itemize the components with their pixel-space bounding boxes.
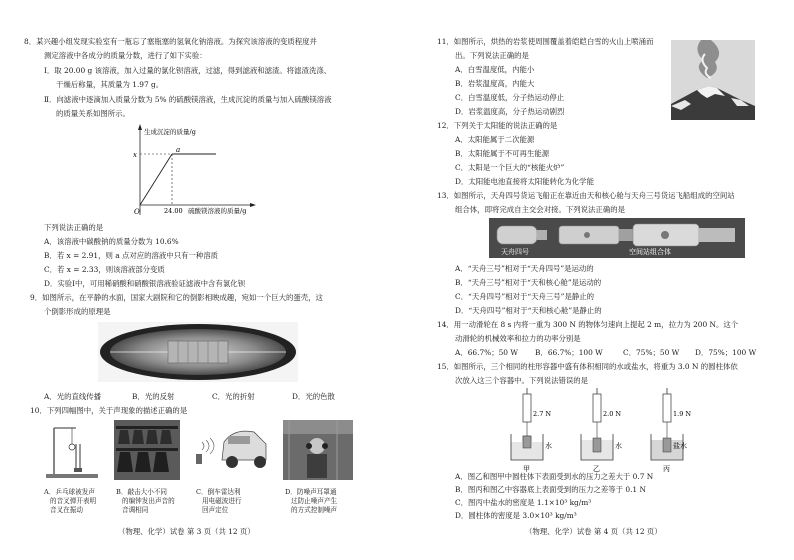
q10-option-a-line3: 音叉在振动	[50, 506, 83, 514]
q10-image-a-tuning-fork	[42, 420, 104, 480]
q15-stem-line2: 次放入这三个容器中。下列说法错误的是	[455, 376, 589, 385]
q15-stem-line1: 15．如图所示，三个相同的柱形容器中盛有体积相同的水或盐水，将重为 3.0 N 的圆柱体依	[437, 362, 738, 371]
q8-step1-line2: 干燥后称量，其质量为 1.97 g。	[56, 80, 164, 89]
q12-option-d[interactable]: D．太阳能电池直接将太阳能转化为化学能	[455, 177, 594, 186]
q8-graph-ylabel: 生成沉淀的质量/g	[144, 128, 196, 136]
q14-option-a[interactable]: A．66.7%；50 W	[455, 348, 518, 357]
q15-liquid-bing: 盐水	[673, 442, 687, 450]
q15-option-c[interactable]: C．图丙中盐水的密度是 1.1×10³ kg/m³	[455, 498, 592, 507]
q15-figure-jia	[511, 388, 552, 473]
q15-liquid-yi: 水	[615, 442, 622, 450]
q15-figure-yi	[581, 388, 622, 473]
q10-stem: 10．下列四幅图中，关于声现象的描述正确的是	[30, 406, 188, 415]
q8-option-c[interactable]: C．若 x = 2.33，则该溶液部分变质	[44, 265, 165, 274]
q8-stem-line2: 测定溶液中各成分的质量分数，进行了如下实验：	[44, 51, 207, 60]
q8-graph-point-a: a	[176, 146, 181, 154]
q10-option-c-line2: 用电磁波进行	[202, 497, 242, 505]
q13-option-d[interactable]: D．“天舟四号”相对于“天和核心舱”是静止的	[455, 306, 602, 315]
q14-option-c[interactable]: C．75%；50 W	[623, 348, 680, 357]
q10-image-b-bells	[114, 420, 180, 480]
q8-graph-y-tick: x	[133, 151, 137, 159]
q15-reading-bing: 1.9 N	[673, 410, 692, 418]
q13-stem-line2: 组合体，即将完成自主交会对接。下列说法正确的是	[455, 205, 625, 214]
q15-label-jia: 甲	[523, 465, 530, 473]
q13-label-station: 空间站组合体	[629, 248, 671, 256]
q14-option-d[interactable]: D．75%；100 W	[695, 348, 757, 357]
q15-option-b[interactable]: B．图丙和图乙中容器底上表面受到的压力之差等于 0.1 N	[455, 485, 646, 494]
q8-prompt: 下列说法正确的是	[44, 223, 104, 232]
q10-option-b-line1[interactable]: B．敲击大小不同	[116, 488, 168, 496]
q12-option-a[interactable]: A．太阳能属于二次能源	[455, 135, 535, 144]
q8-option-a[interactable]: A．该溶液中碳酸钠的质量分数为 10.6%	[44, 237, 179, 246]
q9-option-b[interactable]: B．光的反射	[132, 392, 175, 401]
q10-option-b-line3: 音调相同	[122, 506, 149, 514]
q15-liquid-jia: 水	[545, 442, 552, 450]
q10-image-c-car	[194, 420, 272, 480]
q8-graph-origin: O	[134, 208, 140, 216]
q8-stem-line1: 8．某兴趣小组发现实验室有一瓶忘了塞瓶塞的氢氧化钠溶液。为探究该溶液的变质程度并	[24, 37, 317, 46]
q11-option-a[interactable]: A．白雪温度低，内能小	[455, 65, 535, 74]
q9-theater-photo	[98, 322, 298, 382]
q8-step2-line1: Ⅱ．向滤液中逐滴加入质量分数为 5% 的硫酸镁溶液，生成沉淀的质量与加入硫酸镁溶液	[44, 95, 332, 104]
q10-option-c-line3: 回声定位	[202, 506, 229, 514]
q9-option-d[interactable]: D．光的色散	[292, 392, 335, 401]
q14-stem-line1: 14．用一动滑轮在 8 s 内将一重为 300 N 的物体匀速向上提起 2 m，拉力为 200 N。这个	[437, 320, 739, 329]
q10-option-a-line1[interactable]: A．乒乓球被发声	[44, 488, 95, 496]
q11-option-d[interactable]: D．岩浆温度高，分子热运动剧烈	[455, 107, 565, 116]
q8-graph-x-arrow	[250, 203, 256, 207]
q11-stem-line1: 11．如图所示，烘热的岩浆使周围覆盖着皑皑白雪的火山上喷涌而	[437, 37, 654, 46]
q13-label-tianzhou4: 天舟四号	[501, 248, 529, 256]
q13-stem-line1: 13．如图所示，天舟四号货运飞船正在靠近由天和核心舱与天舟三号货运飞船组成的空间站	[437, 191, 735, 200]
q13-option-a[interactable]: A．“天舟三号”相对于“天舟四号”是运动的	[455, 264, 594, 273]
right-page-footer: （物理、化学）试卷 第 4 页（共 12 页）	[525, 527, 662, 536]
q11-option-c[interactable]: C．白雪温度低，分子热运动停止	[455, 93, 565, 102]
q9-stem-line2: 个倒影形成的原理是	[44, 307, 111, 316]
left-page-footer: （物理、化学）试卷 第 3 页（共 12 页）	[118, 527, 255, 536]
q12-option-c[interactable]: C．太阳是一个巨大的“核能火炉”	[455, 163, 565, 172]
q10-option-d-line3: 的方式控制噪声	[291, 506, 338, 514]
q10-option-d-line1[interactable]: D．防噪声耳罩通	[285, 488, 337, 496]
q11-stem-line2: 出。下列说法正确的是	[455, 51, 529, 60]
q10-option-a-line2: 的音叉弹开表明	[50, 497, 97, 505]
q10-option-c-line1[interactable]: C．倒车雷达利	[196, 488, 241, 496]
q8-step1-line1: Ⅰ．取 20.00 g 该溶液，加入过量的氯化钡溶液，过滤，得到滤液和滤渣。将滤渣洗涤、	[44, 66, 332, 75]
q8-graph-xlabel: 硫酸镁溶液的质量/g	[188, 207, 247, 215]
q8-option-d[interactable]: D．实验Ⅰ中，可用稀硝酸和硝酸银溶液验证滤液中含有氯化钡	[44, 279, 246, 288]
q15-label-yi: 乙	[593, 465, 600, 473]
q8-graph-y-arrow	[138, 124, 142, 130]
q9-stem-line1: 9．如图所示，在平静的水面，国家大剧院和它的倒影相映成趣，宛如一个巨大的蛋壳，这	[30, 293, 323, 302]
q12-option-b[interactable]: B．太阳能属于不可再生能源	[455, 149, 550, 158]
q9-option-c[interactable]: C．光的折射	[212, 392, 255, 401]
q13-spacecraft-photo	[489, 218, 745, 258]
q15-label-bing: 丙	[663, 465, 670, 473]
q8-graph	[120, 120, 260, 220]
q13-option-b[interactable]: B．“天舟三号”相对于“天和核心舱”是运动的	[455, 278, 602, 287]
q15-apparatus-figure	[497, 388, 697, 474]
q15-option-d[interactable]: D．圆柱体的密度是 3.0×10³ kg/m³	[455, 511, 577, 520]
q8-option-b[interactable]: B．若 x = 2.91，则 a 点对应的溶液中只有一种溶质	[44, 251, 219, 260]
q11-volcano-photo	[671, 40, 755, 120]
q15-reading-yi: 2.0 N	[603, 410, 622, 418]
q10-option-d-line2: 过防止噪声产生	[291, 497, 338, 505]
right-page	[397, 0, 794, 560]
q12-stem: 12．下列关于太阳能的说法正确的是	[437, 121, 558, 130]
q10-option-b-line2: 的编钟发出声音的	[122, 497, 175, 505]
q15-figure-bing	[651, 388, 691, 473]
q9-option-a[interactable]: A．光的直线传播	[44, 392, 102, 401]
q14-option-b[interactable]: B．66.7%；100 W	[535, 348, 603, 357]
q11-option-b[interactable]: B．岩浆温度高，内能大	[455, 79, 535, 88]
q15-option-a[interactable]: A．图乙和图甲中圆柱体下表面受到水的压力之差大于 0.7 N	[455, 472, 654, 481]
q15-reading-jia: 2.7 N	[533, 410, 552, 418]
q8-step2-line2: 的质量关系如图所示。	[56, 109, 130, 118]
q13-option-c[interactable]: C．“天舟四号”相对于“天舟三号”是静止的	[455, 292, 595, 301]
q8-graph-x-tick: 24.00	[164, 207, 183, 215]
q8-graph-rising-line	[140, 154, 172, 205]
q14-stem-line2: 动滑轮的机械效率和拉力的功率分别是	[455, 334, 581, 343]
q10-image-d-earmuffs	[283, 420, 353, 480]
